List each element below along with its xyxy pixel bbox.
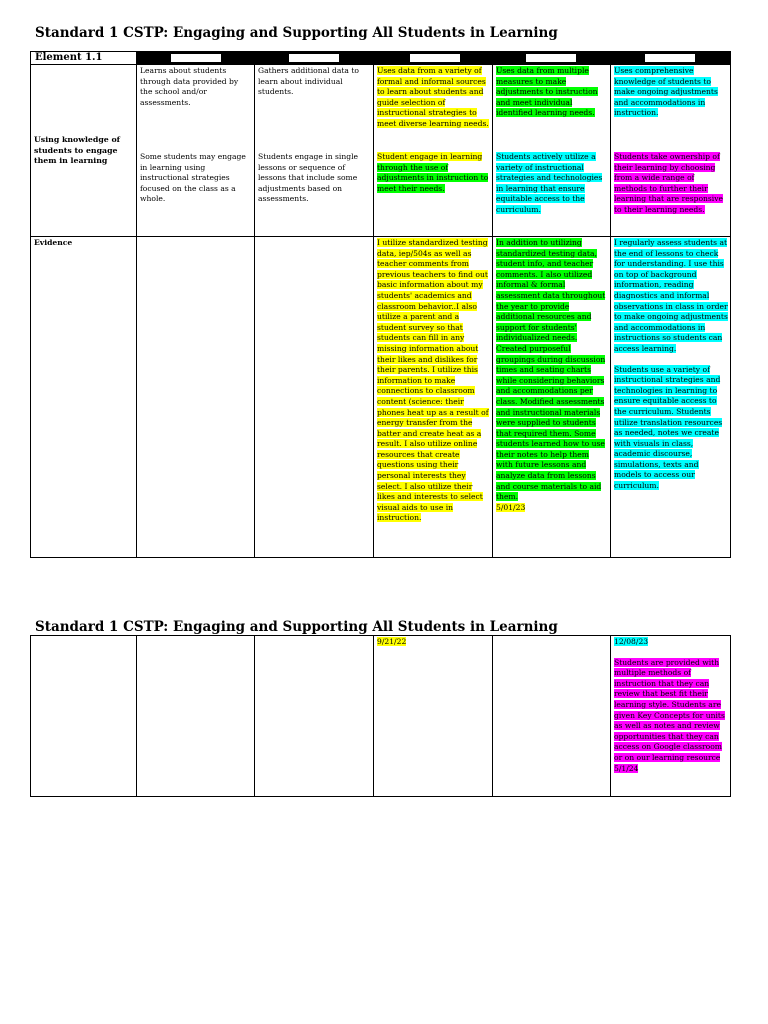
standards-table — [30, 51, 731, 558]
table2-cell-5 — [493, 636, 611, 797]
date-label: 9/21/22 — [377, 637, 407, 646]
date-label: 12/08/23 — [614, 637, 649, 646]
evidence-cell-1 — [137, 237, 255, 558]
row-heading: Using knowledge of students to engage them in learning — [31, 65, 137, 237]
table2-cell-6: 12/08/23 Students are provided with multiple methods of instruction that they can review that best fit their learning style. Students are given Key Concepts for units as well as notes and review opportunities that they can access on Google classroom or on our learning resource 5/1/24 — [611, 636, 731, 797]
table2-cell-2 — [137, 636, 255, 797]
level-5-cell: Uses comprehensive knowledge of students to make ongoing adjustments and accommodations in instruction. Students take ownership of their learning by choosing from a wide range of methods to further their learning that are responsive to their learning needs. — [611, 65, 731, 237]
evidence-cell-2 — [255, 237, 374, 558]
level-header-bar — [137, 52, 731, 65]
evidence-cell-4: In addition to utilizing standardized testing data, student info, and teacher comments. I also utilized informal & formal assessment data throughout the year to provide additional resources and support for students' individualized needs. Created purposeful groupings during discussion times and seating charts while considering behaviors and accommodations per class. Modified assessments and instructional materials were supplied to students that required them. Some students learned how to use their notes to help them with future lessons and analyze data from lessons and course materials to aid them. 5/01/23 — [493, 237, 611, 558]
element-label: Element 1.1 — [31, 52, 137, 65]
evidence-cell-3: I utilize standardized testing data, iep/504s as well as teacher comments from previous teachers to find out basic information about my students' academics and classroom behavior..I also utilize a parent and a student survey so that students can fill in any missing information about their likes and dislikes for their parents. I utilize this information to make connections to classroom content (science: their phones heat up as a result of energy transfer from the batter and create heat as a result. I also utilize online resources that create questions using their personal interests they select. I also utilize their likes and interests to select visual aids to use in instruction. — [374, 237, 493, 558]
level-1-cell: Learns about students through data provided by the school and/or assessments. Some students may engage in learning using instructional strategies focused on the class as a whole. — [137, 65, 255, 237]
table2-cell-3 — [255, 636, 374, 797]
standards-table-2 — [30, 635, 731, 797]
evidence-label: Evidence — [31, 237, 137, 558]
level-4-cell: Uses data from multiple measures to make adjustments to instruction and meet individual identified learning needs. Students actively utilize a variety of instructional strategies and technologies in learning that ensure equitable access to the curriculum. — [493, 65, 611, 237]
level-2-cell: Gathers additional data to learn about individual students. Students engage in single lessons or sequence of lessons that include some adjustments based on assessments. — [255, 65, 374, 237]
standard-title-2: Standard 1 CSTP: Engaging and Supporting All Students in Learning — [35, 619, 558, 635]
level-3-cell: Uses data from a variety of formal and informal sources to learn about students and guide selection of instructional strategies to meet diverse learning needs. Student engage in learning through the use of adjustments in instruction to meet their needs. — [374, 65, 493, 237]
table2-cell-4 — [374, 636, 493, 797]
table2-cell-1 — [31, 636, 137, 797]
standard-title: Standard 1 CSTP: Engaging and Supporting All Students in Learning — [35, 25, 558, 41]
evidence-cell-5: I regularly assess students at the end of lessons to check for understanding. I use this on top of background information, reading diagnostics and informal observations in class in order to make ongoing adjustments and accommodations in instructions so students can access learning. Students use a variety of instructional strategies and technologies in learning to ensure equitable access to the curriculum. Students utilize translation resources as needed, notes we create with visuals in class, academic discourse, simulations, texts and models to access our curriculum. — [611, 237, 731, 558]
